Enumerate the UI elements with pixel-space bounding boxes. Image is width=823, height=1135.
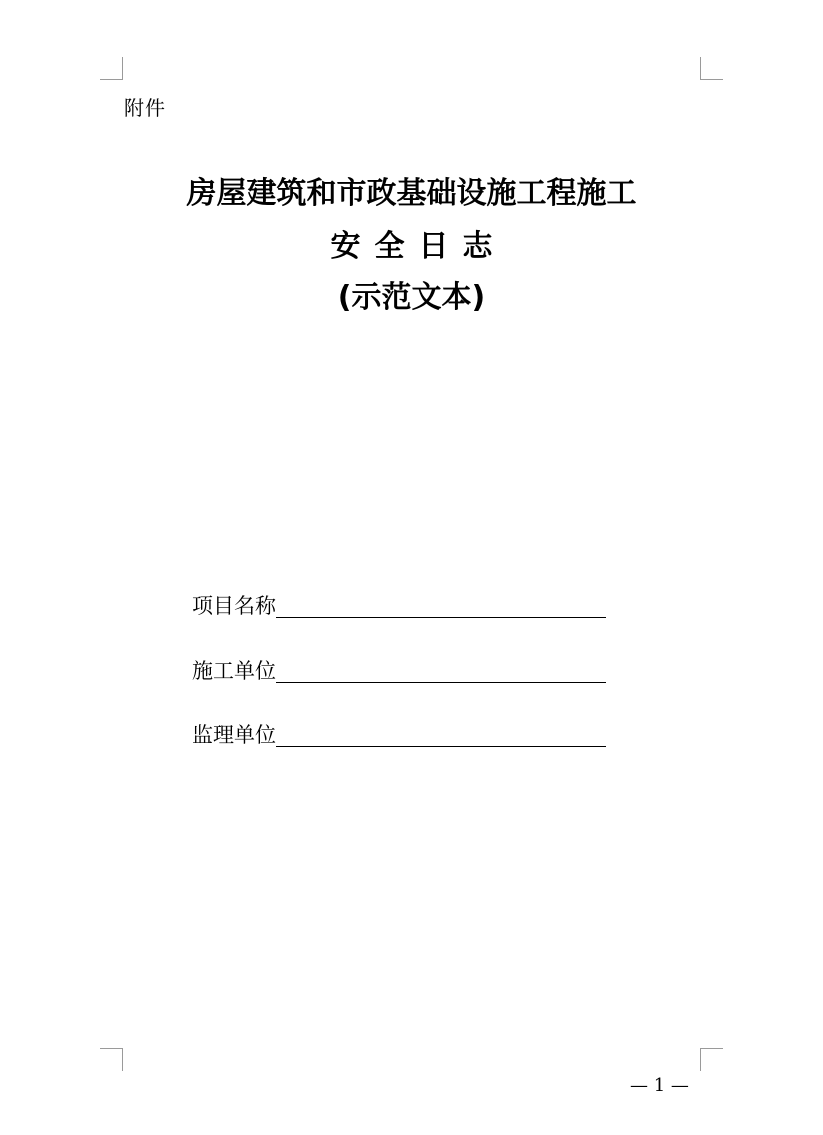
crop-mark-top-right bbox=[700, 57, 723, 80]
construction-unit-label: 施工单位 bbox=[192, 659, 276, 683]
construction-unit-blank bbox=[276, 658, 606, 683]
supervision-unit-label: 监理单位 bbox=[192, 723, 276, 747]
crop-mark-bottom-left bbox=[100, 1048, 123, 1071]
project-name-blank bbox=[276, 593, 606, 618]
construction-unit-field bbox=[192, 657, 606, 685]
supervision-unit-blank bbox=[276, 722, 606, 747]
supervision-unit-field bbox=[192, 721, 606, 749]
attachment-label: 附件 bbox=[124, 96, 166, 120]
crop-mark-bottom-right bbox=[700, 1048, 723, 1071]
document-title-line3: (示范文本) bbox=[337, 280, 486, 315]
project-name-field bbox=[192, 592, 606, 620]
project-name-label: 项目名称 bbox=[192, 594, 276, 618]
document-title-line1: 房屋建筑和市政基础设施工程施工 bbox=[186, 176, 637, 211]
crop-mark-top-left bbox=[100, 57, 123, 80]
page-number: — 1 — bbox=[630, 1075, 689, 1096]
document-title-line2: 安全日志 bbox=[330, 229, 507, 264]
